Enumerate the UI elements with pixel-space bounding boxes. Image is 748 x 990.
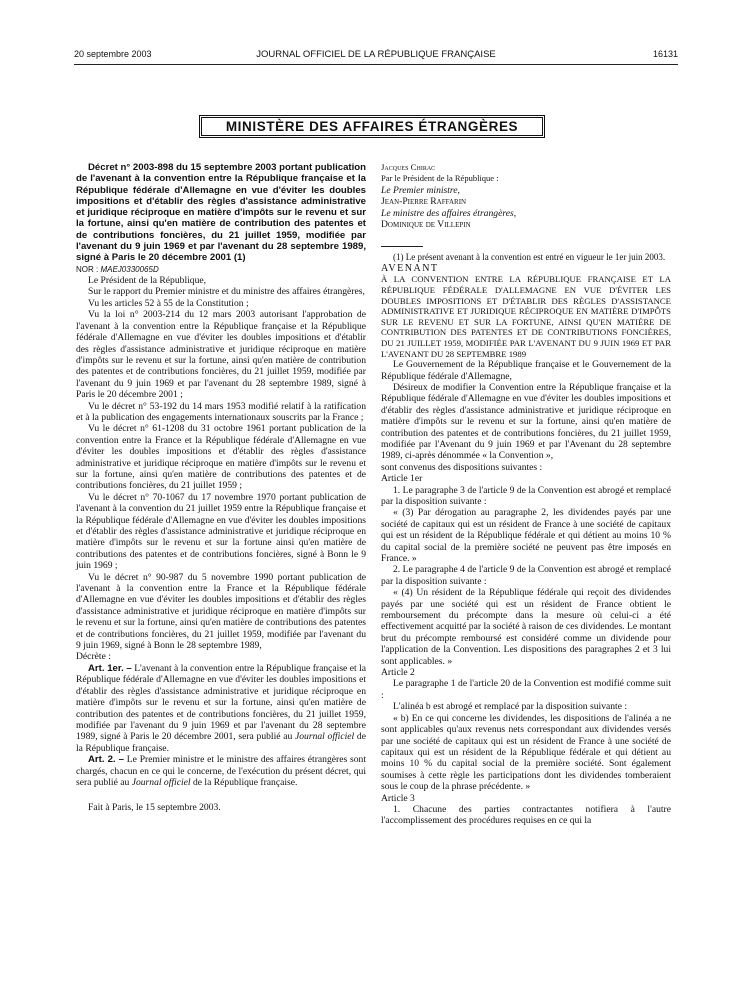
left-column bbox=[76, 162, 366, 814]
article-1er-title: Article 1er bbox=[381, 473, 423, 485]
premier-ministre-title: Le Premier ministre, bbox=[381, 184, 460, 196]
article-3-title: Article 3 bbox=[381, 792, 415, 804]
decree-paragraph: Vu le décret n° 61-1208 du 31 octobre 1961 portant publication de la convention entre la France et la République fédérale d'Allemagne en vue d'éviter les doubles impositions et d'établir des règles d'assistance administrative et juridique réciproque en matière d'impôts sur le revenu et sur la fortune, ainsi qu'en matière de contributions des patentes et de contributions foncières, du 21 juillet 1959 ; bbox=[76, 423, 366, 492]
avenant-title: À LA CONVENTION ENTRE LA RÉPUBLIQUE FRANÇAISE ET LA RÉPUBLIQUE FÉDÉRALE D'ALLEMAGNE EN VUE D'ÉVITER LES DOUBLES IMPOSITIONS ET D'ÉTABLIR DES RÈGLES D'ASSISTANCE ADMINISTRATIVE ET JURIDIQUE RÉCIPROQUE EN MATIÈRE D'IMPÔTS SUR LE REVENU ET SUR LA FORTUNE, AINSI QU'EN MATIÈRE DE CONTRIBUTION DES PATENTES ET DE CONTRIBUTIONS FONCIÈRES, DU 21 JUILLET 1959, MODIFIÉE PAR L'AVENANT DU 9 JUIN 1969 ET PAR L'AVENANT DU 28 SEPTEMBRE 1989 bbox=[381, 274, 671, 359]
article-3-paragraph: 1. Chacune des parties contractantes notifiera à l'autre l'accomplissement des procédures requises en ce qui la bbox=[381, 803, 671, 827]
ministry-banner: MINISTÈRE DES AFFAIRES ÉTRANGÈRES bbox=[199, 115, 545, 138]
article-2-title: Article 2 bbox=[381, 667, 415, 679]
ministre-title: Le ministre des affaires étrangères, bbox=[381, 207, 517, 219]
header-page-number: 16131 bbox=[652, 49, 678, 59]
fait-a-paris: Fait à Paris, le 15 septembre 2003. bbox=[88, 802, 221, 814]
article-1-label: Art. 1er. – bbox=[88, 662, 132, 674]
premier-ministre-name: Jean-Pierre Raffarin bbox=[381, 196, 467, 208]
article-2-end: de la République française. bbox=[190, 776, 298, 788]
decree-paragraph: Vu les articles 52 à 55 de la Constitution ; bbox=[88, 297, 249, 309]
decree-title: Décret n° 2003-898 du 15 septembre 2003 portant publication de l'avenant à la convention entre la République française et la République fédérale d'Allemagne en vue d'éviter les doubles impositions et d'établir des règles d'assistance administrative et juridique réciproque en matière d'impôts sur le revenu et sur la fortune, ainsi qu'en matière de contribution des patentes et de contributions foncières, du 21 juillet 1959, modifiée par l'avenant du 9 juin 1969 et par l'avenant du 28 septembre 1989, signé à Paris le 20 décembre 2001 (1) bbox=[76, 162, 366, 264]
nor-label: NOR : bbox=[76, 264, 99, 274]
decree-paragraph: Sur le rapport du Premier ministre et du ministre des affaires étrangères, bbox=[88, 286, 365, 298]
par-le-president: Par le Président de la République : bbox=[381, 173, 499, 184]
article-2-paragraph: Le paragraphe 1 de l'article 20 de la Convention est modifié comme suit : bbox=[381, 678, 671, 701]
decree-paragraph: Vu le décret n° 53-192 du 14 mars 1953 modifié relatif à la ratification et à la publication des engagements internationaux souscrits par la France ; bbox=[76, 400, 366, 423]
decree-paragraph: Le Président de la République, bbox=[88, 275, 207, 287]
article-1 bbox=[76, 663, 366, 754]
decrete-heading: Décrète : bbox=[76, 651, 111, 663]
article-2-paragraph: L'alinéa b est abrogé et remplacé par la disposition suivante : bbox=[393, 701, 628, 713]
article-1er-paragraph: « (4) Un résident de la République fédérale qui reçoit des dividendes payés par une société qui est un résident de France obtient le remboursement du précompte dans la mesure où celui-ci a été effectivement acquitté par la société à raison de ces dividendes. Le montant brut du précompte remboursé est considéré comme un dividende pour l'application de la Convention. Les dispositions des paragraphes 2 et 3 lui sont applicables. » bbox=[381, 587, 671, 667]
article-1er-paragraph: « (3) Par dérogation au paragraphe 2, les dividendes payés par une société de capitaux qui est un résident de France à une société de capitaux qui est un résident de la République fédérale et qui détient au moins 10 % du capital social de la première société ne peuvent pas être imposés en France. » bbox=[381, 507, 671, 564]
ministre-name: Dominique de Villepin bbox=[381, 219, 471, 231]
article-1-end: de la République française. bbox=[76, 731, 366, 754]
decree-paragraph: Vu la loi n° 2003-214 du 12 mars 2003 autorisant l'approbation de l'avenant à la convention entre la République française et la République fédérale d'Allemagne en vue d'éviter les doubles impositions et d'établir des règles d'assistance administrative et juridique réciproque en matière d'impôts sur le revenu et sur la fortune, ainsi qu'en matière de contribution des patentes et de contributions foncières, du 21 juillet 1959, modifiée par l'avenant du 9 juin 1969 et par l'avenant du 28 septembre 1989, signé à Paris le 20 décembre 2001 ; bbox=[76, 309, 366, 401]
avenant-paragraph: Le Gouvernement de la République française et le Gouvernement de la République fédérale d'Allemagne, bbox=[381, 359, 671, 382]
article-1er-paragraph: 2. Le paragraphe 4 de l'article 9 de la Convention est abrogé et remplacé par la disposition suivante : bbox=[381, 564, 671, 587]
article-2-paragraph: « b) En ce qui concerne les dividendes, les dispositions de l'alinéa a ne sont applicables qu'aux revenus nets correspondant aux dividendes versés par une société de capitaux qui est un résident de France à une société de capitaux qui est un résident de la République fédérale et qui détient au moins 10 % du capital social de la première société. Sont également soumises à cette règle les participations dont les dividendes tomberaient sous le coup de la phrase précédente. » bbox=[381, 712, 671, 793]
footnote: (1) Le présent avenant à la convention est entré en vigueur le 1er juin 2003. bbox=[393, 252, 666, 263]
article-2-text: Le Premier ministre et le ministre des affaires étrangères sont chargés, chacun en ce qui le concerne, de l'exécution du présent décret, qui sera publié au bbox=[76, 754, 366, 788]
avenant-paragraph: Désireux de modifier la Convention entre la République française et la République fédérale d'Allemagne en vue d'éviter les doubles impositions et d'établir des règles d'assistance administrative et juridique réciproque en matière d'impôts sur le revenu et sur la fortune, ainsi qu'en matière de contribution des patentes et de contributions foncières, du 21 juillet 1959, modifiée par l'Avenant du 9 juin 1969 et par l'Avenant du 28 septembre 1989, ci-après dénommée « la Convention », bbox=[381, 381, 671, 462]
article-1-journal: Journal officiel bbox=[295, 731, 355, 743]
signature-president: Jacques Chirac bbox=[381, 162, 436, 172]
header-journal-title: JOURNAL OFFICIEL DE LA RÉPUBLIQUE FRANÇAISE bbox=[256, 49, 496, 60]
header-date: 20 septembre 2003 bbox=[74, 49, 152, 59]
nor-reference bbox=[76, 264, 366, 275]
page-header bbox=[74, 49, 678, 63]
article-2-journal: Journal officiel bbox=[131, 776, 191, 788]
decree-paragraph: Vu le décret n° 70-1067 du 17 novembre 1970 portant publication de l'avenant à la convention du 21 juillet 1959 entre la République française et la République fédérale d'Allemagne en vue d'éviter les doubles impositions et d'établir des règles d'assistance administrative et juridique réciproque en matière d'impôts sur le revenu et sur la fortune ainsi qu'en matière de contributions des patentes et de contributions foncières, signé à Bonn le 9 juin 1969 ; bbox=[76, 491, 366, 572]
right-column bbox=[381, 162, 671, 827]
nor-code: MAEJ0330065D bbox=[100, 264, 159, 274]
article-2 bbox=[76, 754, 366, 788]
avenant-heading: AVENANT bbox=[381, 262, 439, 274]
footnote-rule bbox=[381, 246, 423, 247]
avenant-paragraph: sont convenus des dispositions suivantes : bbox=[381, 461, 543, 473]
decree-paragraph: Vu le décret n° 90-987 du 5 novembre 1990 portant publication de l'avenant à la convention entre la France et la République fédérale d'Allemagne en vue d'éviter les doubles impositions et d'établir des règles d'assistance administrative et juridique réciproque en matière d'impôts sur le revenu et sur la fortune, ainsi qu'en matière de contributions des patentes et de contributions foncières, du 21 juillet 1959, modifiée par l'avenant du 9 juin 1969, signé à Bonn le 28 septembre 1989, bbox=[76, 571, 366, 652]
article-2-label: Art. 2. – bbox=[88, 754, 124, 766]
article-1er-paragraph: 1. Le paragraphe 3 de l'article 9 de la Convention est abrogé et remplacé par la disposition suivante : bbox=[381, 484, 671, 507]
article-1-text: L'avenant à la convention entre la République française et la République fédérale d'Allemagne en vue d'éviter les doubles impositions et d'établir des règles d'assistance administrative et juridique réciproque en matière d'impôts sur le revenu et sur la fortune, ainsi qu'en matière de contribution des patentes et de contributions foncières, du 21 juillet 1959, modifiée par l'avenant du 9 juin 1969 et par l'avenant du 28 septembre 1989, signé à Paris le 20 décembre 2001, sera publié au bbox=[76, 662, 366, 743]
header-rule bbox=[74, 64, 678, 65]
